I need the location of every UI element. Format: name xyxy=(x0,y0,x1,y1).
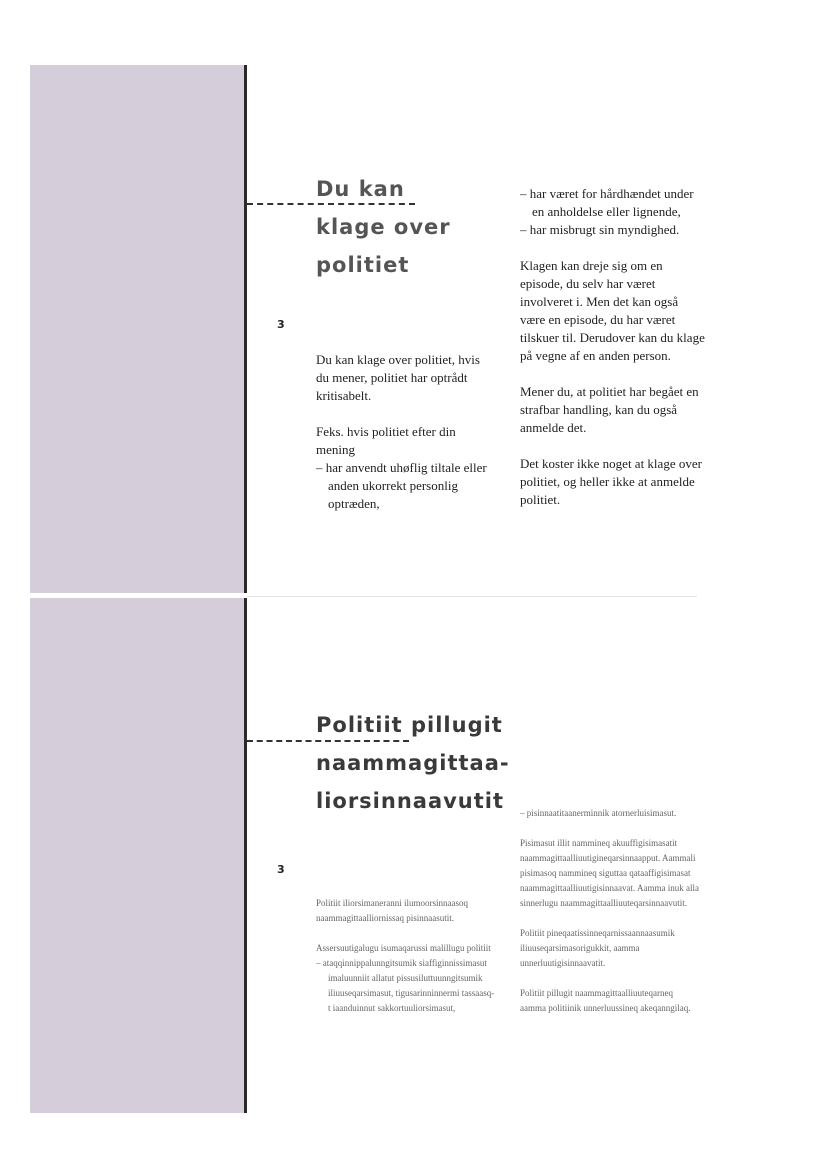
text-column-2-danish xyxy=(520,185,705,527)
list-item: – har været for hårdhændet under en anholdelse eller lignende, xyxy=(520,185,705,221)
title-line-3: liorsinnaavutit xyxy=(316,789,505,813)
example-paragraph: Feks. hvis politiet efter din mening xyxy=(316,424,456,457)
page-title-danish xyxy=(316,170,451,284)
complaint-list-1 xyxy=(316,956,496,1016)
page-number-bottom: 3 xyxy=(277,863,285,876)
cost-paragraph: Det koster ikke noget at klage over politiet, og heller ikke at anmelde politiet. xyxy=(520,456,702,507)
text-column-2-greenlandic xyxy=(520,806,700,1031)
band-edge-bottom xyxy=(244,598,247,1113)
page-fold-line xyxy=(247,596,697,597)
list-item: – pisinnaatitaanerminnik atornerluisimasut. xyxy=(520,806,700,821)
text-column-1-greenlandic xyxy=(316,896,496,1016)
title-line-1: Politiit pillugit xyxy=(316,713,503,737)
report-paragraph: Politiit pineqaatissinneqarnissaannaasumik iliuuseqarsimasorigukkit, aamma unnerluutigisinnaavatit. xyxy=(520,928,675,968)
complaint-list-2 xyxy=(520,185,705,239)
episode-paragraph: Klagen kan dreje sig om en episode, du selv har været involveret i. Men det kan også være en episode, du har været tilskuer til. Derudover kan du klage på vegne af en anden person. xyxy=(520,258,705,363)
complaint-list-2 xyxy=(520,806,700,821)
example-paragraph: Assersuutigalugu isumaqarussi malillugu politiit xyxy=(316,943,491,953)
title-line-1: Du kan xyxy=(316,177,405,201)
intro-paragraph: Politiit iliorsimaneranni ilumoorsinnaasoq naammagittaalliornissaq pisinnaasutit. xyxy=(316,898,468,923)
left-margin-band-bottom xyxy=(30,598,247,1113)
band-edge-top xyxy=(244,65,247,593)
text-column-1-danish xyxy=(316,351,496,513)
list-item: – ataqqinnippalunngitsumik siaffiginnissimasut imaluunniit allatut pissusiluttuunngitsumik iliuuseqarsimasut, tigusarinninnermi tassaasq-t iaanduinnut sakkortuuliorsimasut, xyxy=(316,956,496,1016)
left-margin-band-top xyxy=(30,65,247,593)
intro-paragraph: Du kan klage over politiet, hvis du mener, politiet har optrådt kritisabelt. xyxy=(316,352,480,403)
page-number-top: 3 xyxy=(277,318,285,331)
complaint-list-1 xyxy=(316,459,496,513)
list-item: – har anvendt uhøflig tiltale eller anden ukorrekt personlig optræden, xyxy=(316,459,496,513)
title-line-2: klage over xyxy=(316,215,451,239)
page-title-greenlandic xyxy=(316,706,510,820)
cost-paragraph: Politiit pillugit naammagittaalliuuteqarneq aamma politiinik unnerluussineq akeqanngilaq. xyxy=(520,988,691,1013)
title-line-2: naammagittaa- xyxy=(316,751,510,775)
title-line-3: politiet xyxy=(316,253,410,277)
list-item: – har misbrugt sin myndighed. xyxy=(520,221,705,239)
report-paragraph: Mener du, at politiet har begået en strafbar handling, kan du også anmelde det. xyxy=(520,384,699,435)
episode-paragraph: Pisimasut illit nammineq akuuffigisimasatit naammagittaalliuutigineqarsinnaapput. Aammali pisimasoq nammineq siguttaa qataaffigisimasat naammagittaalliuutigisinnaavat. Aamma inuk alla sinnerlugu naammagittaalliuuteqarsinnaavutit. xyxy=(520,838,699,908)
